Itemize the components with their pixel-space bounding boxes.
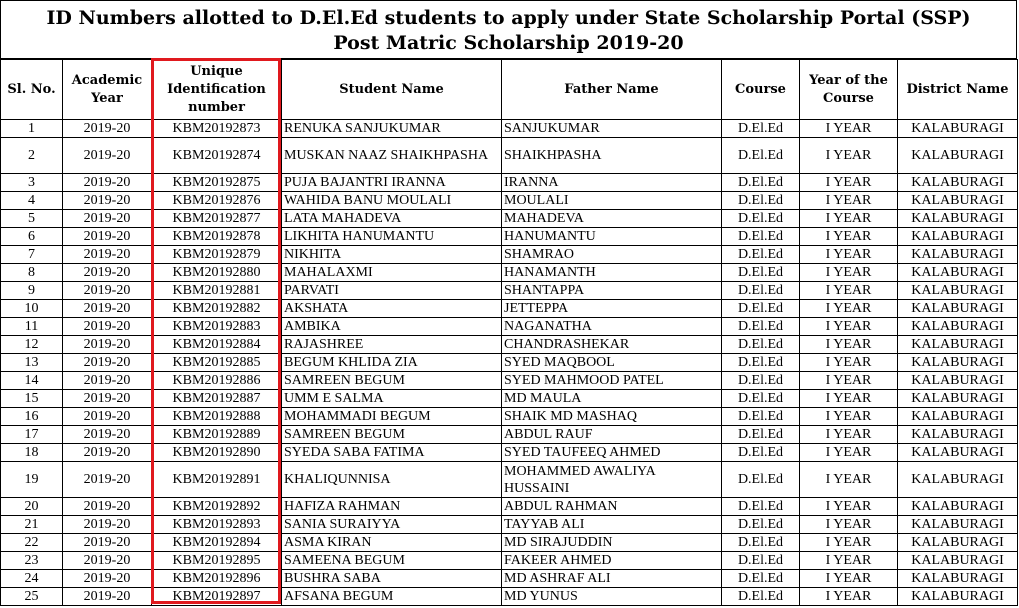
cell-district: KALABURAGI <box>898 390 1018 408</box>
cell-district: KALABURAGI <box>898 588 1018 606</box>
cell-father-name: MOHAMMED AWALIYA HUSSAINI <box>502 462 722 498</box>
cell-course: D.El.Ed <box>722 228 800 246</box>
cell-academic-year: 2019-20 <box>63 444 152 462</box>
cell-student-name: BEGUM KHLIDA ZIA <box>282 354 502 372</box>
cell-year-of-course: I YEAR <box>800 498 898 516</box>
cell-sl-no: 2 <box>1 138 63 174</box>
cell-student-name: PARVATI <box>282 282 502 300</box>
cell-district: KALABURAGI <box>898 534 1018 552</box>
cell-district: KALABURAGI <box>898 228 1018 246</box>
cell-sl-no: 24 <box>1 570 63 588</box>
cell-year-of-course: I YEAR <box>800 444 898 462</box>
cell-student-name: AMBIKA <box>282 318 502 336</box>
cell-father-name: JETTEPPA <box>502 300 722 318</box>
cell-district: KALABURAGI <box>898 372 1018 390</box>
cell-uid: KBM20192884 <box>152 336 282 354</box>
cell-father-name: SYED MAQBOOL <box>502 354 722 372</box>
cell-year-of-course: I YEAR <box>800 534 898 552</box>
cell-uid: KBM20192878 <box>152 228 282 246</box>
cell-student-name: KHALIQUNNISA <box>282 462 502 498</box>
cell-student-name: WAHIDA BANU MOULALI <box>282 192 502 210</box>
cell-academic-year: 2019-20 <box>63 570 152 588</box>
cell-course: D.El.Ed <box>722 372 800 390</box>
cell-father-name: ABDUL RAUF <box>502 426 722 444</box>
cell-sl-no: 13 <box>1 354 63 372</box>
cell-district: KALABURAGI <box>898 354 1018 372</box>
cell-year-of-course: I YEAR <box>800 516 898 534</box>
cell-father-name: ABDUL RAHMAN <box>502 498 722 516</box>
table-row <box>1 570 1018 588</box>
table-row <box>1 408 1018 426</box>
cell-year-of-course: I YEAR <box>800 426 898 444</box>
cell-sl-no: 20 <box>1 498 63 516</box>
table-row <box>1 174 1018 192</box>
cell-student-name: MOHAMMADI BEGUM <box>282 408 502 426</box>
table-row <box>1 498 1018 516</box>
cell-district: KALABURAGI <box>898 282 1018 300</box>
cell-student-name: SYEDA SABA FATIMA <box>282 444 502 462</box>
cell-student-name: MAHALAXMI <box>282 264 502 282</box>
cell-uid: KBM20192897 <box>152 588 282 606</box>
cell-year-of-course: I YEAR <box>800 336 898 354</box>
header-row <box>1 60 1018 120</box>
cell-course: D.El.Ed <box>722 336 800 354</box>
cell-district: KALABURAGI <box>898 552 1018 570</box>
cell-sl-no: 11 <box>1 318 63 336</box>
header-academic-year: Academic Year <box>63 60 152 120</box>
cell-course: D.El.Ed <box>722 426 800 444</box>
cell-uid: KBM20192892 <box>152 498 282 516</box>
cell-academic-year: 2019-20 <box>63 300 152 318</box>
title-line-2: Post Matric Scholarship 2019-20 <box>333 32 684 54</box>
cell-district: KALABURAGI <box>898 120 1018 138</box>
cell-course: D.El.Ed <box>722 570 800 588</box>
table-row <box>1 210 1018 228</box>
table-row <box>1 552 1018 570</box>
document-title <box>0 0 1017 59</box>
cell-uid: KBM20192895 <box>152 552 282 570</box>
cell-uid: KBM20192882 <box>152 300 282 318</box>
cell-academic-year: 2019-20 <box>63 174 152 192</box>
cell-year-of-course: I YEAR <box>800 372 898 390</box>
cell-sl-no: 10 <box>1 300 63 318</box>
cell-student-name: AFSANA BEGUM <box>282 588 502 606</box>
table-row <box>1 444 1018 462</box>
table-row <box>1 372 1018 390</box>
header-year-of-course: Year of the Course <box>800 60 898 120</box>
cell-year-of-course: I YEAR <box>800 408 898 426</box>
cell-year-of-course: I YEAR <box>800 282 898 300</box>
cell-student-name: SAMREEN BEGUM <box>282 426 502 444</box>
cell-academic-year: 2019-20 <box>63 282 152 300</box>
cell-year-of-course: I YEAR <box>800 588 898 606</box>
cell-uid: KBM20192896 <box>152 570 282 588</box>
header-uid: Unique Identification number <box>152 60 282 120</box>
cell-father-name: HANAMANTH <box>502 264 722 282</box>
cell-district: KALABURAGI <box>898 462 1018 498</box>
cell-uid: KBM20192894 <box>152 534 282 552</box>
header-district: District Name <box>898 60 1018 120</box>
header-father-name: Father Name <box>502 60 722 120</box>
cell-student-name: HAFIZA RAHMAN <box>282 498 502 516</box>
cell-father-name: IRANNA <box>502 174 722 192</box>
cell-father-name: CHANDRASHEKAR <box>502 336 722 354</box>
cell-uid: KBM20192873 <box>152 120 282 138</box>
cell-year-of-course: I YEAR <box>800 138 898 174</box>
cell-sl-no: 5 <box>1 210 63 228</box>
cell-sl-no: 18 <box>1 444 63 462</box>
cell-course: D.El.Ed <box>722 264 800 282</box>
cell-academic-year: 2019-20 <box>63 228 152 246</box>
cell-sl-no: 8 <box>1 264 63 282</box>
cell-course: D.El.Ed <box>722 462 800 498</box>
cell-year-of-course: I YEAR <box>800 264 898 282</box>
cell-academic-year: 2019-20 <box>63 210 152 228</box>
table-row <box>1 354 1018 372</box>
cell-academic-year: 2019-20 <box>63 498 152 516</box>
cell-sl-no: 19 <box>1 462 63 498</box>
cell-course: D.El.Ed <box>722 120 800 138</box>
cell-student-name: SAMREEN BEGUM <box>282 372 502 390</box>
cell-student-name: LATA MAHADEVA <box>282 210 502 228</box>
cell-student-name: SAMEENA BEGUM <box>282 552 502 570</box>
cell-student-name: NIKHITA <box>282 246 502 264</box>
cell-academic-year: 2019-20 <box>63 588 152 606</box>
cell-sl-no: 17 <box>1 426 63 444</box>
cell-student-name: ASMA KIRAN <box>282 534 502 552</box>
cell-father-name: FAKEER AHMED <box>502 552 722 570</box>
cell-father-name: MOULALI <box>502 192 722 210</box>
cell-course: D.El.Ed <box>722 516 800 534</box>
cell-academic-year: 2019-20 <box>63 534 152 552</box>
cell-student-name: SANIA SURAIYYA <box>282 516 502 534</box>
cell-father-name: SYED MAHMOOD PATEL <box>502 372 722 390</box>
cell-academic-year: 2019-20 <box>63 462 152 498</box>
cell-academic-year: 2019-20 <box>63 264 152 282</box>
cell-uid: KBM20192876 <box>152 192 282 210</box>
cell-year-of-course: I YEAR <box>800 570 898 588</box>
cell-uid: KBM20192889 <box>152 426 282 444</box>
cell-year-of-course: I YEAR <box>800 192 898 210</box>
cell-academic-year: 2019-20 <box>63 372 152 390</box>
table-row <box>1 462 1018 498</box>
table-row <box>1 390 1018 408</box>
cell-sl-no: 16 <box>1 408 63 426</box>
cell-course: D.El.Ed <box>722 534 800 552</box>
cell-father-name: MAHADEVA <box>502 210 722 228</box>
header-course: Course <box>722 60 800 120</box>
cell-uid: KBM20192883 <box>152 318 282 336</box>
cell-course: D.El.Ed <box>722 498 800 516</box>
cell-district: KALABURAGI <box>898 192 1018 210</box>
table-row <box>1 282 1018 300</box>
cell-uid: KBM20192874 <box>152 138 282 174</box>
table-row <box>1 192 1018 210</box>
cell-uid: KBM20192875 <box>152 174 282 192</box>
cell-year-of-course: I YEAR <box>800 552 898 570</box>
cell-father-name: NAGANATHA <box>502 318 722 336</box>
title-line-1: ID Numbers allotted to D.El.Ed students to apply under State Scholarship Portal (SSP) <box>46 7 971 29</box>
cell-course: D.El.Ed <box>722 246 800 264</box>
cell-year-of-course: I YEAR <box>800 354 898 372</box>
cell-course: D.El.Ed <box>722 174 800 192</box>
cell-course: D.El.Ed <box>722 318 800 336</box>
cell-district: KALABURAGI <box>898 426 1018 444</box>
cell-course: D.El.Ed <box>722 354 800 372</box>
cell-sl-no: 22 <box>1 534 63 552</box>
cell-father-name: SHANTAPPA <box>502 282 722 300</box>
cell-student-name: MUSKAN NAAZ SHAIKHPASHA <box>282 138 502 174</box>
cell-student-name: LIKHITA HANUMANTU <box>282 228 502 246</box>
cell-district: KALABURAGI <box>898 264 1018 282</box>
table-row <box>1 318 1018 336</box>
cell-year-of-course: I YEAR <box>800 390 898 408</box>
cell-academic-year: 2019-20 <box>63 390 152 408</box>
cell-uid: KBM20192886 <box>152 372 282 390</box>
cell-district: KALABURAGI <box>898 210 1018 228</box>
cell-year-of-course: I YEAR <box>800 120 898 138</box>
cell-course: D.El.Ed <box>722 138 800 174</box>
cell-uid: KBM20192887 <box>152 390 282 408</box>
cell-uid: KBM20192879 <box>152 246 282 264</box>
cell-sl-no: 21 <box>1 516 63 534</box>
cell-academic-year: 2019-20 <box>63 192 152 210</box>
table-row <box>1 534 1018 552</box>
cell-course: D.El.Ed <box>722 390 800 408</box>
cell-district: KALABURAGI <box>898 498 1018 516</box>
table-row <box>1 264 1018 282</box>
cell-academic-year: 2019-20 <box>63 120 152 138</box>
cell-district: KALABURAGI <box>898 138 1018 174</box>
cell-sl-no: 4 <box>1 192 63 210</box>
cell-father-name: MD SIRAJUDDIN <box>502 534 722 552</box>
cell-uid: KBM20192877 <box>152 210 282 228</box>
cell-father-name: MD ASHRAF ALI <box>502 570 722 588</box>
cell-student-name: AKSHATA <box>282 300 502 318</box>
table-row <box>1 588 1018 606</box>
cell-academic-year: 2019-20 <box>63 426 152 444</box>
table-row <box>1 426 1018 444</box>
cell-uid: KBM20192881 <box>152 282 282 300</box>
table-row <box>1 246 1018 264</box>
cell-father-name: SHAIK MD MASHAQ <box>502 408 722 426</box>
cell-district: KALABURAGI <box>898 570 1018 588</box>
cell-uid: KBM20192888 <box>152 408 282 426</box>
cell-father-name: MD MAULA <box>502 390 722 408</box>
table-row <box>1 120 1018 138</box>
cell-course: D.El.Ed <box>722 300 800 318</box>
cell-uid: KBM20192890 <box>152 444 282 462</box>
cell-sl-no: 23 <box>1 552 63 570</box>
cell-student-name: RAJASHREE <box>282 336 502 354</box>
cell-year-of-course: I YEAR <box>800 300 898 318</box>
cell-course: D.El.Ed <box>722 444 800 462</box>
cell-student-name: RENUKA SANJUKUMAR <box>282 120 502 138</box>
cell-uid: KBM20192885 <box>152 354 282 372</box>
cell-uid: KBM20192893 <box>152 516 282 534</box>
cell-sl-no: 14 <box>1 372 63 390</box>
table-row <box>1 336 1018 354</box>
cell-course: D.El.Ed <box>722 408 800 426</box>
cell-district: KALABURAGI <box>898 408 1018 426</box>
cell-district: KALABURAGI <box>898 516 1018 534</box>
cell-sl-no: 6 <box>1 228 63 246</box>
cell-course: D.El.Ed <box>722 552 800 570</box>
cell-academic-year: 2019-20 <box>63 246 152 264</box>
cell-district: KALABURAGI <box>898 174 1018 192</box>
cell-sl-no: 15 <box>1 390 63 408</box>
cell-course: D.El.Ed <box>722 588 800 606</box>
cell-academic-year: 2019-20 <box>63 336 152 354</box>
cell-district: KALABURAGI <box>898 318 1018 336</box>
cell-academic-year: 2019-20 <box>63 516 152 534</box>
cell-district: KALABURAGI <box>898 444 1018 462</box>
table-row <box>1 228 1018 246</box>
cell-student-name: PUJA BAJANTRI IRANNA <box>282 174 502 192</box>
cell-course: D.El.Ed <box>722 192 800 210</box>
cell-district: KALABURAGI <box>898 300 1018 318</box>
cell-district: KALABURAGI <box>898 246 1018 264</box>
cell-year-of-course: I YEAR <box>800 210 898 228</box>
table-row <box>1 138 1018 174</box>
header-student-name: Student Name <box>282 60 502 120</box>
cell-academic-year: 2019-20 <box>63 318 152 336</box>
cell-year-of-course: I YEAR <box>800 246 898 264</box>
cell-course: D.El.Ed <box>722 282 800 300</box>
cell-father-name: SANJUKUMAR <box>502 120 722 138</box>
cell-district: KALABURAGI <box>898 336 1018 354</box>
header-sl-no: Sl. No. <box>1 60 63 120</box>
cell-father-name: TAYYAB ALI <box>502 516 722 534</box>
cell-sl-no: 9 <box>1 282 63 300</box>
cell-uid: KBM20192891 <box>152 462 282 498</box>
cell-father-name: SYED TAUFEEQ AHMED <box>502 444 722 462</box>
cell-sl-no: 25 <box>1 588 63 606</box>
cell-student-name: BUSHRA SABA <box>282 570 502 588</box>
cell-sl-no: 3 <box>1 174 63 192</box>
cell-student-name: UMM E SALMA <box>282 390 502 408</box>
cell-year-of-course: I YEAR <box>800 174 898 192</box>
cell-father-name: HANUMANTU <box>502 228 722 246</box>
cell-academic-year: 2019-20 <box>63 138 152 174</box>
cell-year-of-course: I YEAR <box>800 228 898 246</box>
cell-year-of-course: I YEAR <box>800 462 898 498</box>
table-row <box>1 300 1018 318</box>
cell-academic-year: 2019-20 <box>63 408 152 426</box>
cell-father-name: MD YUNUS <box>502 588 722 606</box>
cell-sl-no: 7 <box>1 246 63 264</box>
cell-course: D.El.Ed <box>722 210 800 228</box>
cell-father-name: SHAMRAO <box>502 246 722 264</box>
cell-year-of-course: I YEAR <box>800 318 898 336</box>
table-row <box>1 516 1018 534</box>
cell-uid: KBM20192880 <box>152 264 282 282</box>
cell-sl-no: 1 <box>1 120 63 138</box>
cell-academic-year: 2019-20 <box>63 552 152 570</box>
student-id-table <box>0 59 1018 606</box>
cell-father-name: SHAIKHPASHA <box>502 138 722 174</box>
cell-academic-year: 2019-20 <box>63 354 152 372</box>
cell-sl-no: 12 <box>1 336 63 354</box>
